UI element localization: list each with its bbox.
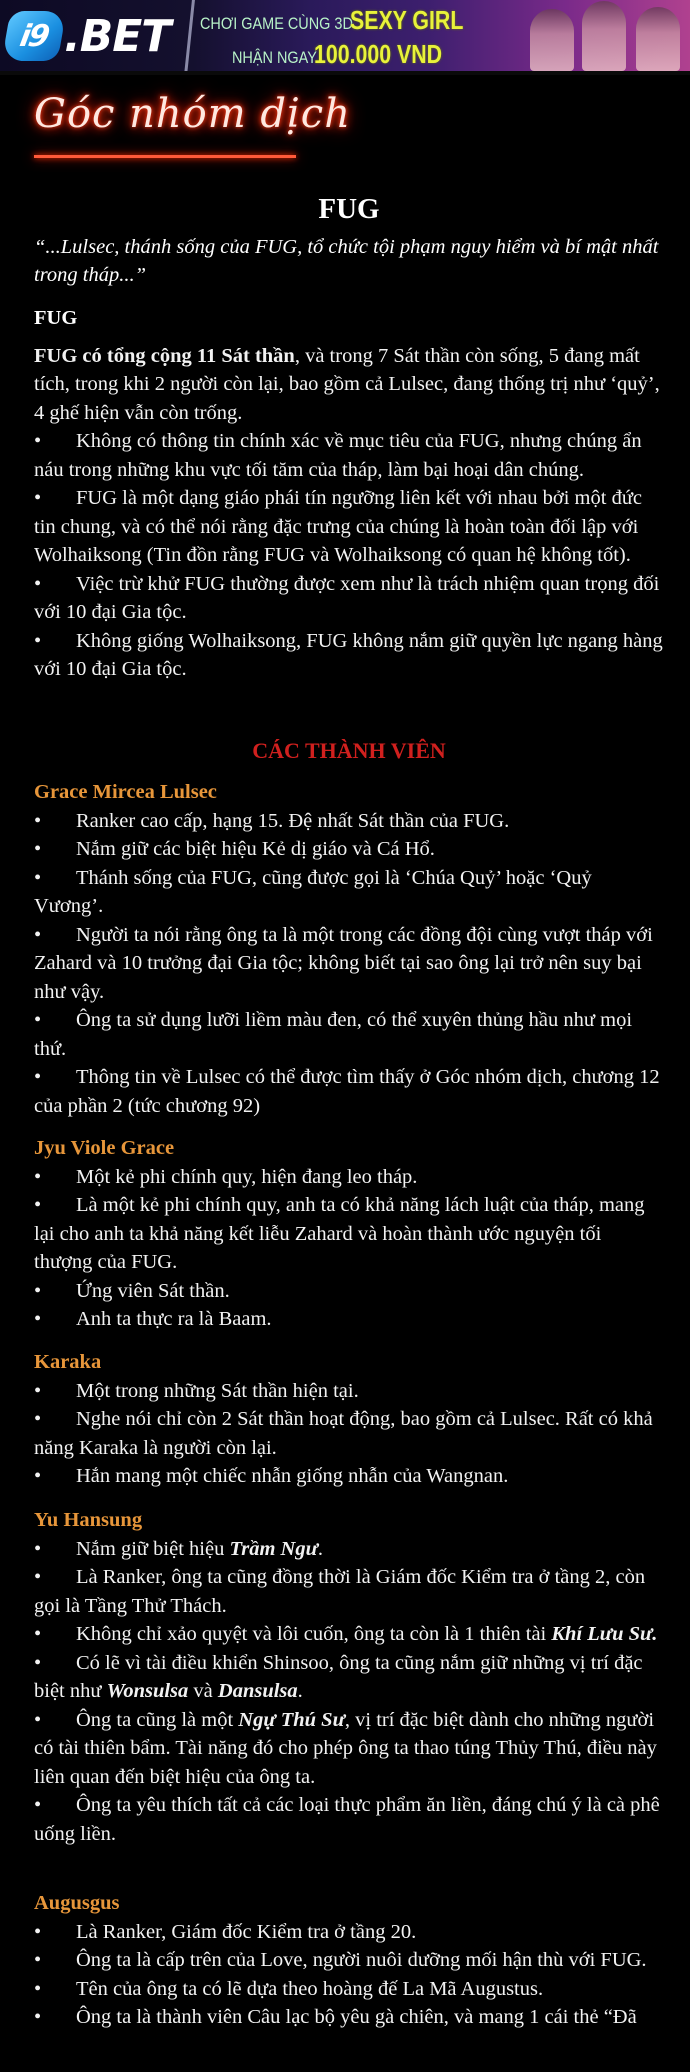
member-name: Karaka xyxy=(34,1351,102,1373)
illustration-shape xyxy=(530,9,574,71)
member-bullet: • Ông ta cũng là một Ngự Thú Sư, vị trí đặc biệt dành cho những người có tài thiên bẩm. Tài năng đó cho phép ông ta thao túng Thủy Thú, điều này liên quan đến biệt hiệu của ông ta. xyxy=(34,1708,657,1788)
member-bullet: • Thông tin về Lulsec có thể được tìm thấy ở Góc nhóm dịch, chương 12 của phần 2 (tức chương 92) xyxy=(34,1066,660,1117)
member-bullet: • Anh ta thực ra là Baam. xyxy=(34,1308,272,1330)
promo-line1-big: SEXY GIRL xyxy=(349,5,464,35)
intro-bold: FUG có tổng cộng 11 Sát thần xyxy=(34,344,295,367)
overview-bullet: • Việc trừ khử FUG thường được xem như là trách nhiệm quan trọng đối với 10 đại Gia tộc. xyxy=(34,572,660,623)
intro-rest: , và trong 7 Sát thần còn sống, 5 đang mất tích, trong khi 2 người còn lại, bao gồm cả Lulsec, đang thống trị như ‘quỷ’, 4 ghế hiện vẫn còn trống. xyxy=(34,344,660,424)
member-name: Yu Hansung xyxy=(34,1509,143,1531)
member-augusgus xyxy=(34,1889,664,2032)
member-bullet: • Nghe nói chỉ còn 2 Sát thần hoạt động, bao gồm cả Lulsec. Rất có khả năng Karaka là người còn lại. xyxy=(34,1408,653,1459)
intro-quote: “...Lulsec, thánh sống của FUG, tổ chức tội phạm nguy hiểm và bí mật nhất trong tháp...” xyxy=(34,236,659,286)
member-bullet: • Hắn mang một chiếc nhẫn giống nhẫn của Wangnan. xyxy=(34,1465,509,1487)
overview-bullet: • FUG là một dạng giáo phái tín ngưỡng liên kết với nhau bởi một đức tin chung, và có thể nói rằng đặc trưng của chúng là hoàn toàn đối lập với Wolhaiksong (Tin đồn rằng FUG và Wolhaiksong có quan hệ không tốt). xyxy=(34,487,643,566)
illustration-shape xyxy=(636,7,680,71)
logo-badge-icon: i9 xyxy=(2,11,67,61)
member-bullet: • Là Ranker, ông ta cũng đồng thời là Giám đốc Kiểm tra ở tầng 2, còn gọi là Tầng Thử Thách. xyxy=(34,1566,646,1617)
member-bullet: • Một trong những Sát thần hiện tại. xyxy=(34,1379,359,1402)
overview-bullet: • Không có thông tin chính xác về mục tiêu của FUG, nhưng chúng ẩn náu trong những khu vực tối tăm của tháp, làm bại hoại dân chúng. xyxy=(34,430,642,481)
fug-overview xyxy=(34,304,664,684)
promo-line2-big: 100.000 VND xyxy=(313,39,442,69)
member-jyu-viole-grace xyxy=(34,1134,664,1334)
page-title: FUG xyxy=(318,193,380,225)
section-logo-underline xyxy=(34,155,296,158)
promo-text xyxy=(200,3,520,69)
overview-intro xyxy=(34,342,664,428)
overview-subhead: FUG xyxy=(34,307,78,329)
banner-illustration xyxy=(520,0,690,71)
member-bullet: • Là Ranker, Giám đốc Kiểm tra ở tầng 20. xyxy=(34,1920,417,1943)
section-logo-text: Góc nhóm dịch xyxy=(34,91,351,137)
member-bullet: • Nắm giữ các biệt hiệu Kẻ dị giáo và Cá Hổ. xyxy=(34,838,435,860)
section-logo xyxy=(34,91,351,161)
promo-line2-small: NHẬN NGAY xyxy=(232,48,317,67)
banner-bottom-border xyxy=(0,71,690,75)
member-yu-hansung xyxy=(34,1506,664,1848)
banner-divider xyxy=(184,0,196,71)
i9bet-logo xyxy=(6,10,170,62)
member-name: Augusgus xyxy=(34,1892,120,1914)
member-bullet: • Ứng viên Sát thần. xyxy=(34,1279,230,1302)
member-bullet: • Không chỉ xảo quyệt và lôi cuốn, ông ta còn là 1 thiên tài Khí Lưu Sư. xyxy=(34,1623,658,1645)
member-bullet: • Ông ta là thành viên Câu lạc bộ yêu gà chiên, và mang 1 cái thẻ “Đã xyxy=(34,2006,637,2028)
member-bullet: • Thánh sống của FUG, cũng được gọi là ‘Chúa Quỷ’ hoặc ‘Quỷ Vương’. xyxy=(34,866,592,917)
member-bullet: • Ranker cao cấp, hạng 15. Đệ nhất Sát thần của FUG. xyxy=(34,809,510,832)
member-lulsec xyxy=(34,778,664,1120)
member-bullet: • Người ta nói rằng ông ta là một trong các đồng đội cùng vượt tháp với Zahard và 10 trưởng đại Gia tộc; không biết tại sao ông lại trở nên suy bại như vậy. xyxy=(34,923,653,1003)
member-bullet: • Một kẻ phi chính quy, hiện đang leo tháp. xyxy=(34,1165,418,1188)
member-bullet: • Ông ta sử dụng lưỡi liềm màu đen, có thể xuyên thủng hầu như mọi thứ. xyxy=(34,1009,633,1060)
illustration-shape xyxy=(582,1,626,71)
overview-bullet: • Không giống Wolhaiksong, FUG không nắm giữ quyền lực ngang hàng với 10 đại Gia tộc. xyxy=(34,629,663,680)
member-bullet: • Là một kẻ phi chính quy, anh ta có khả năng lách luật của tháp, mang lại cho anh ta khả năng kết liễu Zahard và hoàn thành ước nguyện tối thượng của FUG. xyxy=(34,1194,645,1273)
ad-banner[interactable] xyxy=(0,0,690,71)
member-bullet: • Có lẽ vì tài điều khiển Shinsoo, ông ta cũng nắm giữ những vị trí đặc biệt như Wonsulsa và Dansulsa. xyxy=(34,1651,643,1702)
logo-text: .BET xyxy=(64,10,171,62)
members-heading: CÁC THÀNH VIÊN xyxy=(252,738,446,763)
member-name: Grace Mircea Lulsec xyxy=(34,781,217,803)
member-bullet: • Nắm giữ biệt hiệu Trầm Ngư. xyxy=(34,1537,323,1560)
member-bullet: • Ông ta yêu thích tất cả các loại thực phẩm ăn liền, đáng chú ý là cà phê uống liền. xyxy=(34,1794,660,1845)
member-bullet: • Tên của ông ta có lẽ dựa theo hoàng đế La Mã Augustus. xyxy=(34,1977,544,2000)
member-name: Jyu Viole Grace xyxy=(34,1137,175,1159)
member-karaka xyxy=(34,1348,664,1491)
promo-line1-small: CHƠI GAME CÙNG 3D xyxy=(200,14,353,33)
member-bullet: • Ông ta là cấp trên của Love, người nuôi dưỡng mối hận thù với FUG. xyxy=(34,1949,647,1971)
